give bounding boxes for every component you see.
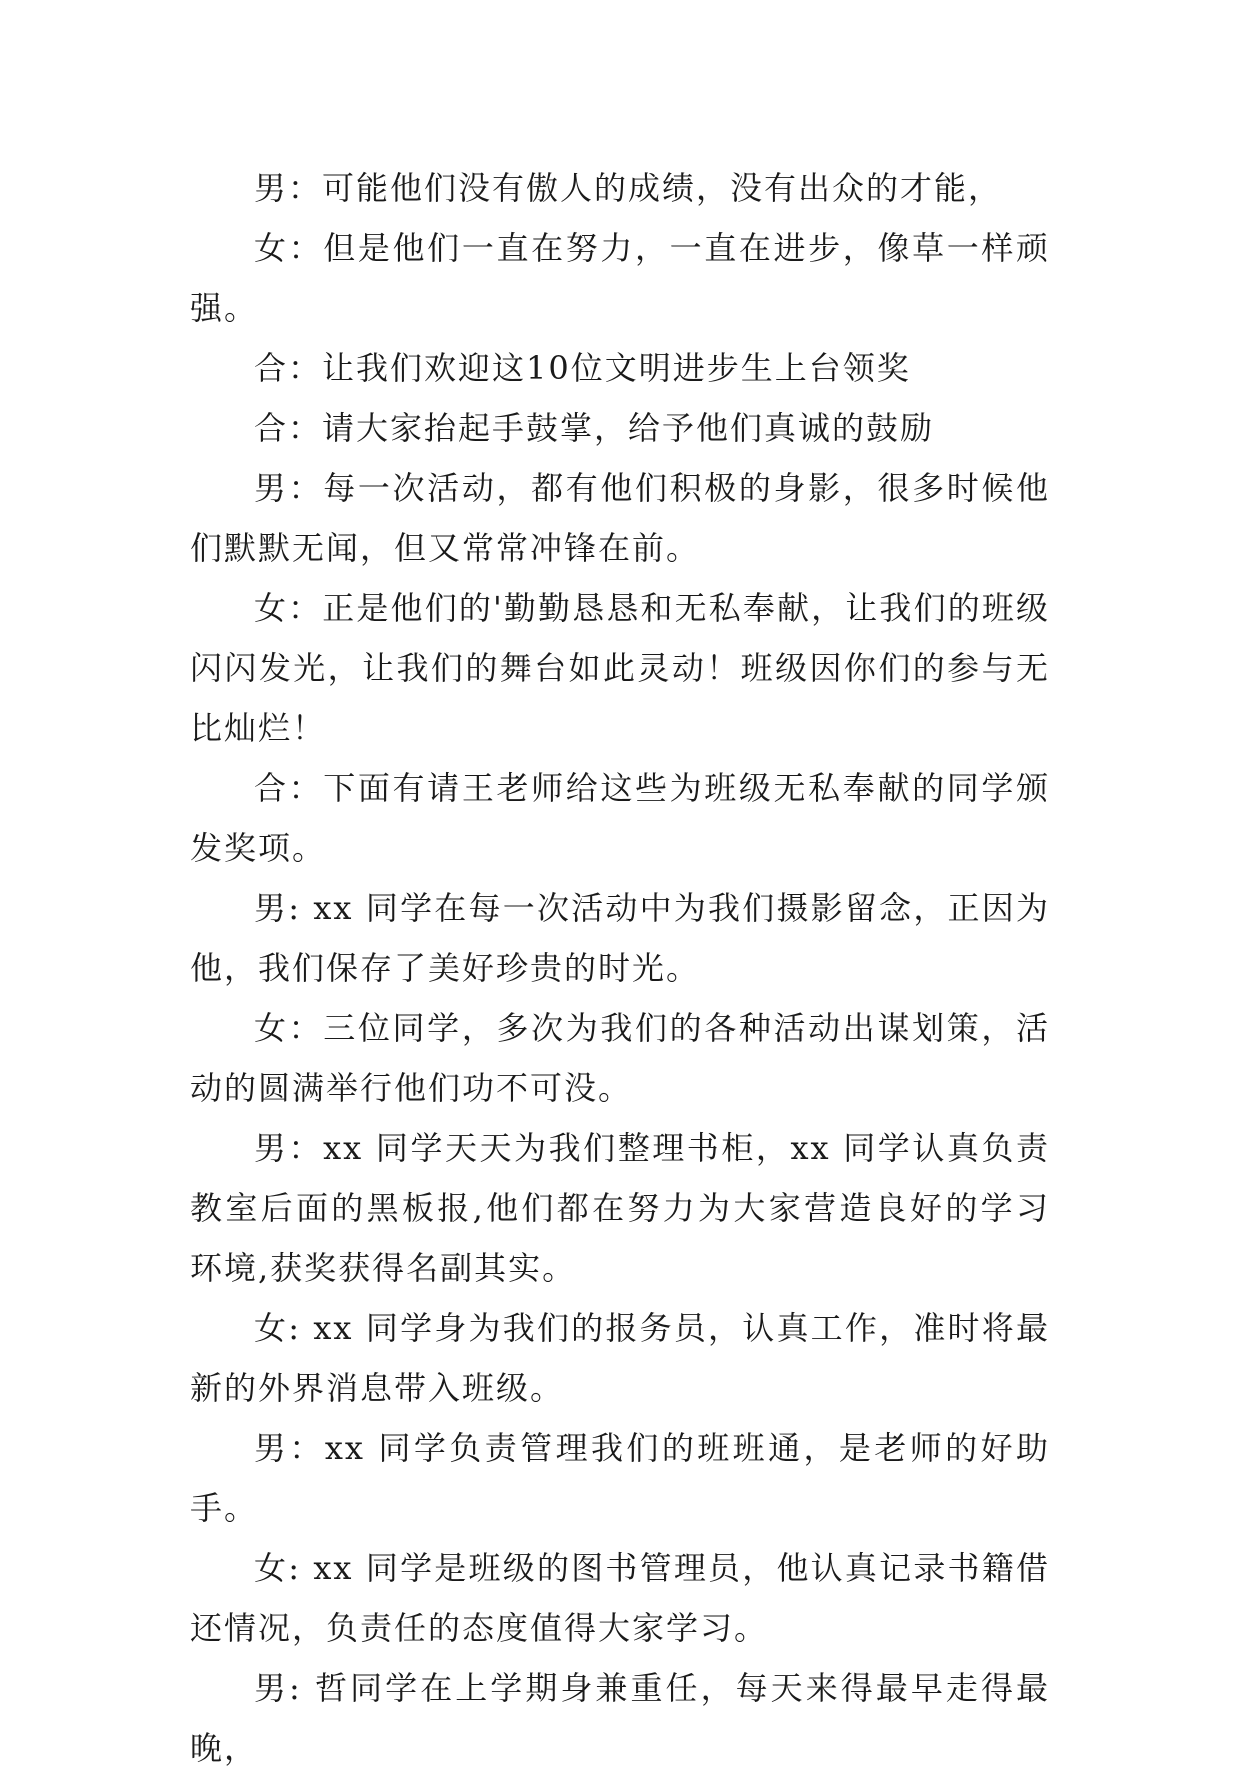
paragraph: 女: xx 同学是班级的图书管理员，他认真记录书籍借还情况，负责任的态度值得大家学习。 bbox=[190, 1549, 1050, 1647]
paragraph: 男: 哲同学在上学期身兼重任，每天来得最早走得最晚， bbox=[190, 1669, 1050, 1767]
paragraph: 女: xx 同学身为我们的报务员，认真工作，准时将最新的外界消息带入班级。 bbox=[190, 1309, 1050, 1407]
paragraph: 男：每一次活动，都有他们积极的身影，很多时候他们默默无闻，但又常常冲锋在前。 bbox=[190, 469, 1050, 567]
document-body bbox=[190, 158, 1050, 1778]
paragraph: 合：下面有请王老师给这些为班级无私奉献的同学颁发奖项。 bbox=[190, 769, 1050, 867]
paragraph: 女：三位同学，多次为我们的各种活动出谋划策，活动的圆满举行他们功不可没。 bbox=[190, 1009, 1050, 1107]
paragraph: 男: xx 同学在每一次活动中为我们摄影留念，正因为他，我们保存了美好珍贵的时光。 bbox=[190, 889, 1050, 987]
paragraph: 合：让我们欢迎这10位文明进步生上台领奖 bbox=[254, 349, 911, 387]
paragraph: 男：xx 同学负责管理我们的班班通，是老师的好助手。 bbox=[190, 1429, 1050, 1527]
paragraph: 女：但是他们一直在努力，一直在进步，像草一样顽强。 bbox=[190, 229, 1050, 327]
paragraph: 合：请大家抬起手鼓掌，给予他们真诚的鼓励 bbox=[254, 409, 935, 447]
paragraph: 女：正是他们的'勤勤恳恳和无私奉献，让我们的班级闪闪发光，让我们的舞台如此灵动！班级因你们的参与无比灿烂！ bbox=[190, 589, 1050, 747]
paragraph: 男：可能他们没有傲人的成绩，没有出众的才能， bbox=[254, 169, 1003, 207]
paragraph: 男：xx 同学天天为我们整理书柜，xx 同学认真负责教室后面的黑板报,他们都在努力为大家营造良好的学习环境,获奖获得名副其实。 bbox=[190, 1129, 1050, 1287]
